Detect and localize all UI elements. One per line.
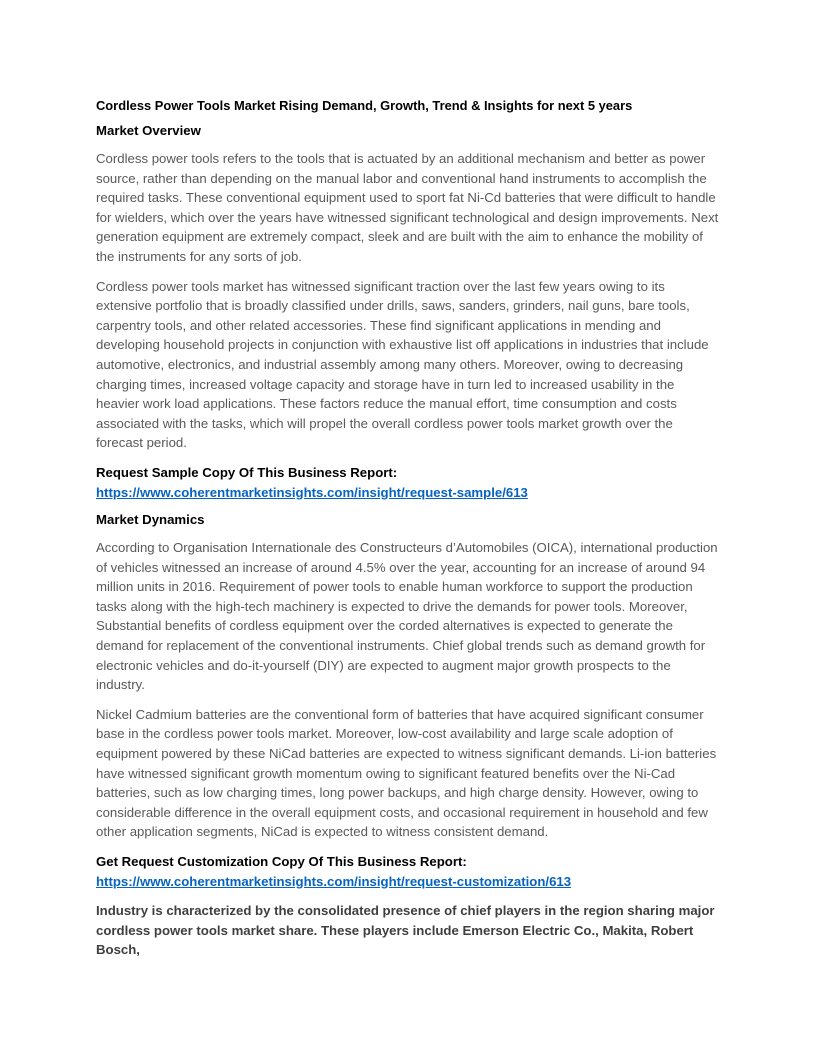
market-overview-heading: Market Overview bbox=[96, 123, 201, 138]
request-sample-link[interactable]: https://www.coherentmarketinsights.com/insight/request-sample/613 bbox=[96, 484, 528, 500]
overview-paragraph-1: Cordless power tools refers to the tools that is actuated by an additional mechanism and better as power source, rather than depending on the manual labor and conventional hand instruments to accomplish the required tasks. These conventional equipment used to sport fat Ni-Cd batteries that were difficult to handle for wielders, which over the years have witnessed significant technological and design improvements. Next generation equipment are extremely compact, sleek and are built with the aim to enhance the mobility of the instruments for any sorts of job. bbox=[96, 151, 719, 264]
document-title: Cordless Power Tools Market Rising Demand, Growth, Trend & Insights for next 5 years bbox=[96, 98, 633, 113]
request-customization-block bbox=[96, 852, 720, 891]
industry-paragraph: Industry is characterized by the consolidated presence of chief players in the region sharing major cordless power tools market share. These players include Emerson Electric Co., Makita, Robert Bosch, bbox=[96, 903, 715, 958]
overview-paragraph-2: Cordless power tools market has witnessed significant traction over the last few years owing to its extensive portfolio that is broadly classified under drills, saws, sanders, grinders, nail guns, bare tools, carpentry tools, and other related accessories. These find significant applications in mending and developing household projects in conjunction with exhaustive list off applications in industries that include automotive, electronics, and industrial assembly among many others. Moreover, owing to decreasing charging times, increased voltage capacity and storage have in turn led to increased usability in the heavier work load applications. These factors reduce the manual effort, time consumption and costs associated with the tasks, which will propel the overall cordless power tools market growth over the forecast period. bbox=[96, 278, 709, 451]
request-customization-label: Get Request Customization Copy Of This Business Report: bbox=[96, 854, 467, 869]
request-customization-link[interactable]: https://www.coherentmarketinsights.com/insight/request-customization/613 bbox=[96, 873, 572, 889]
request-sample-block bbox=[96, 463, 720, 502]
request-sample-label: Request Sample Copy Of This Business Report: bbox=[96, 464, 398, 480]
dynamics-paragraph-2: Nickel Cadmium batteries are the conventional form of batteries that have acquired significant consumer base in the cordless power tools market. Moreover, low-cost availability and large scale adoption of equipment powered by these NiCad batteries are expected to witness significant demands. Li-ion batteries have witnessed significant growth momentum owing to significant featured benefits over the Ni-Cad batteries, such as low charging times, long power backups, and high charge density. However, owing to considerable difference in the overall equipment costs, and occasional requirement in household and few other application segments, NiCad is expected to witness consistent demand. bbox=[96, 706, 717, 840]
dynamics-paragraph-1: According to Organisation Internationale des Constructeurs d’Automobiles (OICA), international production of vehicles witnessed an increase of around 4.5% over the year, accounting for an increase of around 94 million units in 2016. Requirement of power tools to enable human workforce to support the production tasks along with the high-tech machinery is expected to drive the demands for power tools. Moreover, Substantial benefits of cordless equipment over the corded alternatives is expected to generate the demand for replacement of the conventional instruments. Chief global trends such as demand growth for electronic vehicles and do-it-yourself (DIY) are expected to augment major growth prospects to the industry. bbox=[96, 540, 718, 693]
market-dynamics-heading: Market Dynamics bbox=[96, 512, 205, 528]
